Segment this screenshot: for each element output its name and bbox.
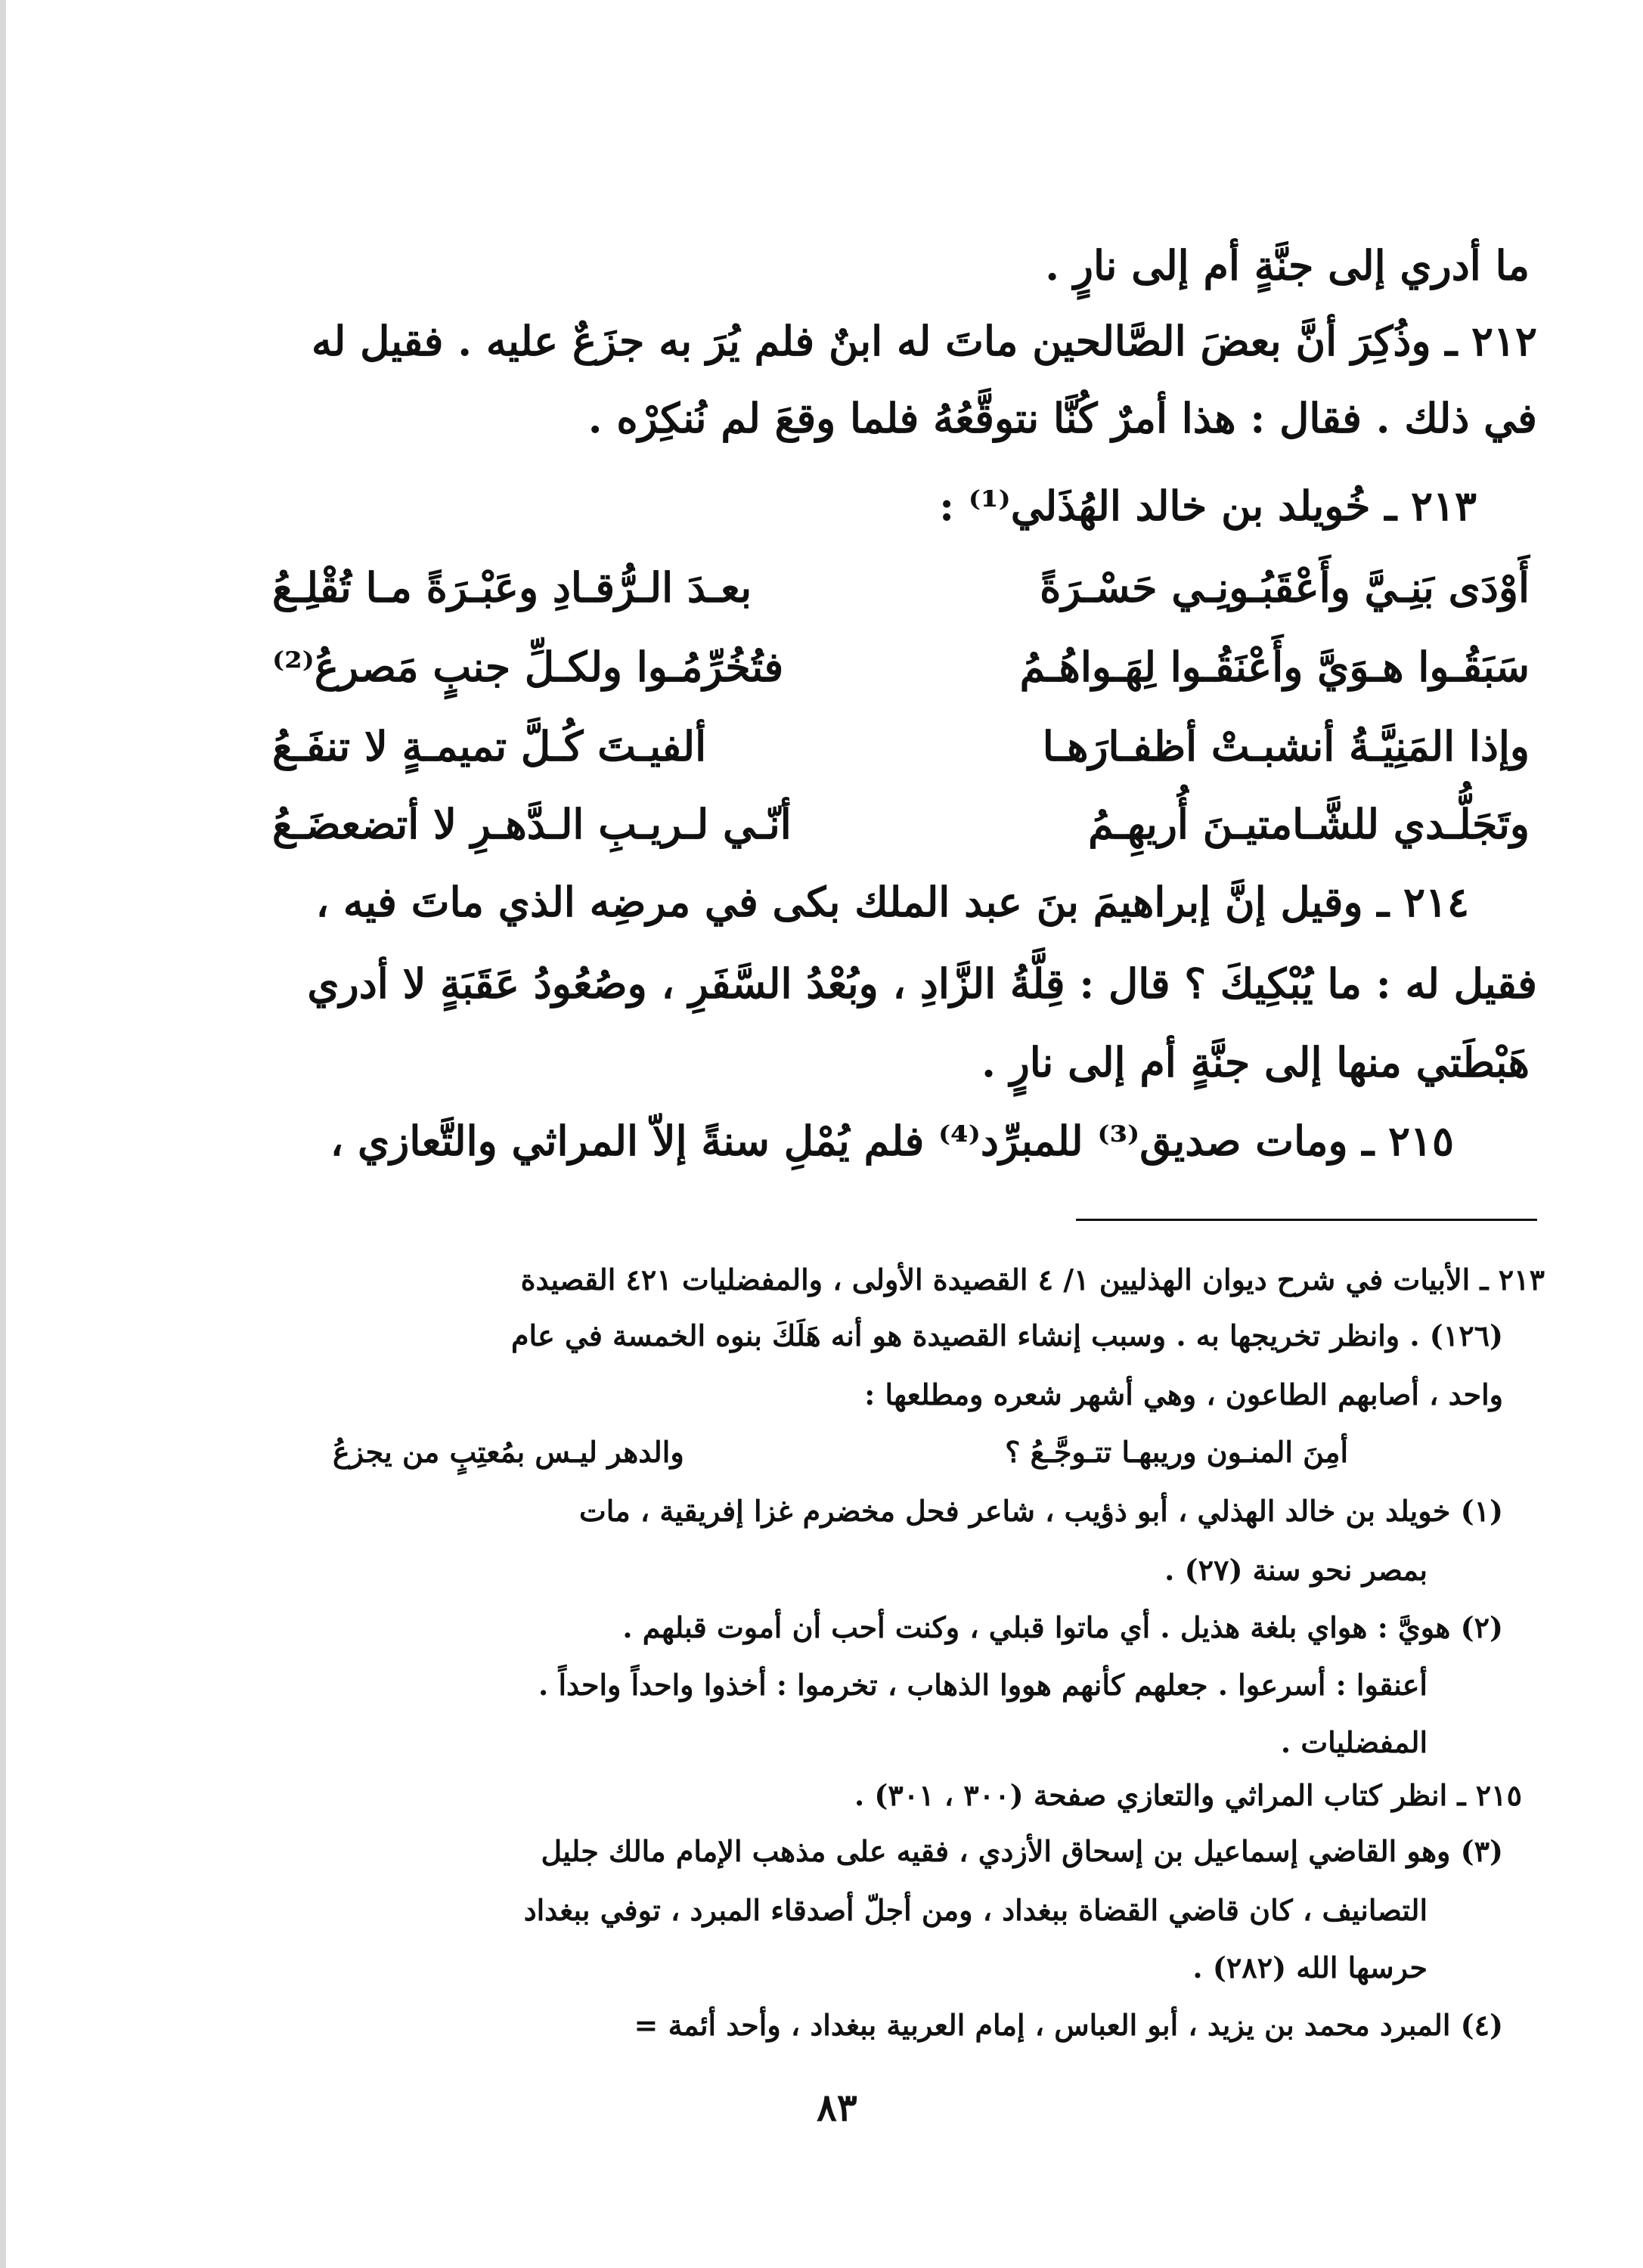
footnote-line-13: حرسها الله (٢٨٢) .: [1192, 1950, 1428, 1984]
footnote-line-14: (٤) المبرد محمد بن يزيد ، أبو العباس ، إمام العربية ببغداد ، وأحد أئمة =: [634, 2008, 1503, 2042]
main-line-10: فقيل له : ما يُبْكِيكَ ؟ قال : قِلَّةُ الزَّادِ ، وبُعْدُ السَّفَرِ ، وصُعُودُ عَقَبَةٍ لا أدري: [307, 959, 1537, 1008]
footnote-verse-second: والدهر ليـس بمُعتِبٍ من يجزعُ: [333, 1435, 684, 1469]
footnote-verse-first: أمِنَ المنـون وريبهـا تتـوجَّـعُ ؟: [1005, 1435, 1348, 1469]
footnote-line-8: أعنقوا : أسرعوا . جعلهم كأنهم هووا الذهاب ، تخرموا : أخذوا واحداً واحداً .: [538, 1668, 1428, 1702]
footnote-line-10: ٢١٥ ـ انظر كتاب المراثي والتعازي صفحة (٣٠٠ ، ٣٠١) .: [854, 1778, 1522, 1812]
footnote-line-3: واحد ، أصابهم الطاعون ، وهي أشهر شعره ومطلعها :: [864, 1377, 1503, 1411]
verse-1-second-hemistich: بعـدَ الـرُّقـادِ وعَبْـرَةً مـا تُقْلِـعُ: [272, 563, 752, 612]
page-number: ٨٣: [817, 2085, 857, 2130]
verse-2-first-hemistich: سَبَقُـوا هـوَيَّ وأَعْنَقُـوا لِهَـواهُـمُ: [1019, 643, 1530, 691]
footnote-line-12: التصانيف ، كان قاضي القضاة ببغداد ، ومن أجلّ أصدقاء المبرد ، توفي ببغداد: [523, 1893, 1428, 1927]
footnote-line-9: المفضليات .: [1280, 1725, 1428, 1759]
footnote-line-7: (٢) هويَّ : هواي بلغة هذيل . أي ماتوا قبلي ، وكنت أحب أن أموت قبلهم .: [622, 1610, 1503, 1644]
verse-4-second-hemistich: أنّـي لـريـبِ الـدَّهـرِ لا أتضعضَـعُ: [272, 800, 792, 848]
main-line-2: ٢١٢ ـ وذُكِرَ أنَّ بعضَ الصَّالحين ماتَ له ابنٌ فلم يُرَ به جزَعٌ عليه . فقيل له: [311, 317, 1537, 365]
verse-1-first-hemistich: أَوْدَى بَنِـيَّ وأَعْقَبُـونِـي حَسْـرَةً: [1040, 563, 1530, 612]
verse-3-first-hemistich: وإذا المَنِيَّـةُ أنشبـتْ أظفـارَهـا: [1042, 722, 1530, 770]
scan-edge: [0, 0, 6, 2268]
verse-4-first-hemistich: وتَجَلُّـدي للشَّـامتيـنَ أُريهِـمُ: [1088, 800, 1530, 848]
footnote-line-6: بمصر نحو سنة (٢٧) .: [1164, 1553, 1428, 1587]
footnote-line-2: (١٢٦) . وانظر تخريجها به . وسبب إنشاء القصيدة هو أنه هَلَكَ بنوه الخمسة في عام: [511, 1318, 1503, 1352]
main-line-11: هَبْطَتي منها إلى جنَّةٍ أم إلى نارٍ .: [981, 1038, 1530, 1086]
main-line-1: ما أدري إلى جنَّةٍ أم إلى نارٍ .: [1045, 241, 1530, 290]
main-line-12: ٢١٥ ـ ومات صديق⁽³⁾ للمبرِّد⁽⁴⁾ فلم يُمْلِ سنةً إلاّ المراثي والتَّعازي ،: [330, 1117, 1454, 1165]
main-line-9: ٢١٤ ـ وقيل إنَّ إبراهيمَ بنَ عبد الملك بكى في مرضِه الذي ماتَ فيه ،: [315, 878, 1469, 926]
verse-2-second-hemistich: فتُخُرِّمُـوا ولكـلِّ جنبٍ مَصرعُ⁽²⁾: [272, 643, 784, 691]
main-line-3: في ذلك . فقال : هذا أمرٌ كُنَّا نتوقَّعُهُ فلما وقعَ لم نُنكِرْه .: [587, 394, 1537, 442]
verse-3-second-hemistich: ألفيـتَ كُـلَّ تميمـةٍ لا تنفَـعُ: [272, 722, 707, 770]
footnote-line-1: ٢١٣ ـ الأبيات في شرح ديوان الهذليين ١/ ٤ القصيدة الأولى ، والمفضليات ٤٢١ القصيدة: [520, 1263, 1545, 1297]
footnote-line-11: (٣) وهو القاضي إسماعيل بن إسحاق الأزدي ، فقيه على مذهب الإمام مالك جليل: [541, 1834, 1503, 1868]
footnote-separator: [1076, 1219, 1537, 1221]
footnote-line-5: (١) خويلد بن خالد الهذلي ، أبو ذؤيب ، شاعر فحل مخضرم غزا إفريقية ، مات: [578, 1494, 1503, 1528]
main-line-4-heading: ٢١٣ ـ خُويلد بن خالد الهُذَلي⁽¹⁾ :: [939, 482, 1477, 530]
